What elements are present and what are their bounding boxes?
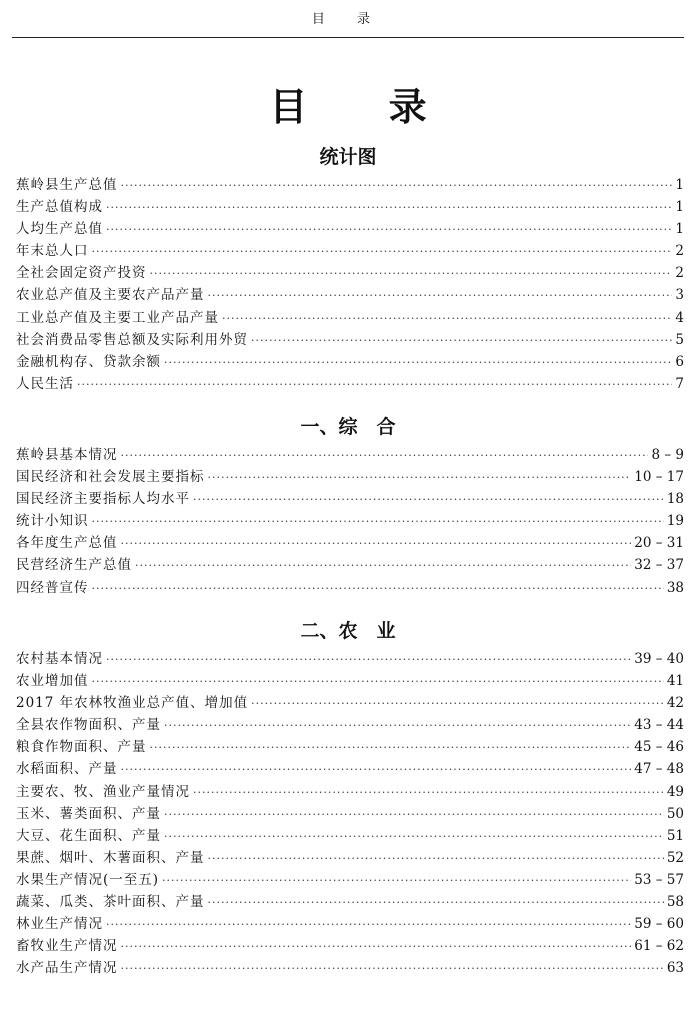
toc-entry-label: 人均生产总值 xyxy=(16,221,103,238)
dot-leader xyxy=(193,489,664,511)
dot-leader xyxy=(251,693,664,715)
toc-entry[interactable] xyxy=(16,869,684,891)
toc-list xyxy=(0,444,696,599)
toc-entry-page: 2 xyxy=(675,243,684,260)
toc-entry-page: 6 xyxy=(675,353,684,370)
dot-leader xyxy=(121,958,664,980)
toc-entry-page: 50 xyxy=(666,805,684,822)
dot-leader xyxy=(251,330,672,352)
toc-entry-label: 人民生活 xyxy=(16,375,74,392)
toc-entry-label: 农村基本情况 xyxy=(16,651,103,667)
toc-entry-page: 61 – 62 xyxy=(634,938,684,955)
toc-entry[interactable] xyxy=(16,307,684,329)
toc-entry-label: 全县农作物面积、产量 xyxy=(16,717,161,734)
dot-leader xyxy=(208,892,664,914)
toc-entry-label: 粮食作物面积、产量 xyxy=(16,739,147,756)
toc-entry-label: 金融机构存、贷款余额 xyxy=(16,353,161,370)
toc-entry[interactable] xyxy=(16,444,684,466)
toc-entry-page: 42 xyxy=(666,695,684,712)
toc-entry[interactable] xyxy=(16,351,684,373)
toc-entry[interactable] xyxy=(16,510,684,532)
dot-leader xyxy=(92,578,664,600)
toc-entry-page: 47 – 48 xyxy=(634,761,684,778)
toc-entry[interactable] xyxy=(16,670,684,692)
toc-entry-page: 7 xyxy=(675,375,684,392)
toc-entry[interactable] xyxy=(16,736,684,758)
toc-entry[interactable] xyxy=(16,329,684,351)
toc-entry[interactable] xyxy=(16,554,684,576)
dot-leader xyxy=(121,533,632,555)
toc-entry-label: 农业增加值 xyxy=(16,673,89,690)
toc-entry-page: 2 xyxy=(675,265,684,282)
toc-entry-label: 全社会固定资产投资 xyxy=(16,265,147,282)
toc-entry-page: 32 – 37 xyxy=(634,557,684,574)
toc-entry-page: 18 xyxy=(666,491,684,508)
toc-entry-page: 38 xyxy=(666,579,684,596)
toc-entry[interactable] xyxy=(16,262,684,284)
page-title: 目 录 xyxy=(269,85,461,129)
toc-entry-page: 39 – 40 xyxy=(634,651,684,667)
dot-leader xyxy=(121,445,649,467)
toc-entry[interactable] xyxy=(16,532,684,554)
toc-entry-page: 3 xyxy=(675,287,684,304)
toc-entry-page: 58 xyxy=(666,894,684,911)
toc-entry-page: 4 xyxy=(675,309,684,326)
toc-entry-label: 统计小知识 xyxy=(16,513,89,530)
toc-entry[interactable] xyxy=(16,913,684,935)
dot-leader xyxy=(106,219,672,241)
toc-entry-label: 工业总产值及主要工业产品产量 xyxy=(16,309,219,326)
section-title: 一、综 合 xyxy=(300,416,396,438)
toc-entry[interactable] xyxy=(16,714,684,736)
toc-entry-label: 生产总值构成 xyxy=(16,199,103,216)
toc-entry-label: 大豆、花生面积、产量 xyxy=(16,827,161,844)
section-agriculture xyxy=(0,614,696,979)
toc-entry-page: 51 xyxy=(666,827,684,844)
toc-entry-label: 畜牧业生产情况 xyxy=(16,938,118,955)
dot-leader xyxy=(121,936,632,958)
toc-entry-page: 43 – 44 xyxy=(634,717,684,734)
toc-entry[interactable] xyxy=(16,781,684,803)
dot-leader xyxy=(164,826,664,848)
dot-leader xyxy=(135,555,631,577)
toc-entry-label: 玉米、薯类面积、产量 xyxy=(16,805,161,822)
toc-entry-label: 四经普宣传 xyxy=(16,579,89,596)
dot-leader xyxy=(164,804,664,826)
toc-entry-page: 1 xyxy=(675,177,684,193)
toc-entry-label: 2017 年农林牧渔业总产值、增加值 xyxy=(16,695,249,712)
toc-entry-label: 民营经济生产总值 xyxy=(16,557,132,574)
running-header: 目 录 xyxy=(12,0,684,38)
toc-entry-label: 国民经济主要指标人均水平 xyxy=(16,491,190,508)
toc-entry[interactable] xyxy=(16,825,684,847)
toc-entry[interactable] xyxy=(16,240,684,262)
toc-entry[interactable] xyxy=(16,803,684,825)
toc-entry-label: 蕉岭县生产总值 xyxy=(16,177,118,193)
toc-entry[interactable] xyxy=(16,196,684,218)
toc-entry[interactable] xyxy=(16,466,684,488)
toc-entry[interactable] xyxy=(16,758,684,780)
toc-entry[interactable] xyxy=(16,847,684,869)
toc-entry-label: 蔬菜、瓜类、茶叶面积、产量 xyxy=(16,894,205,911)
toc-entry-page: 53 – 57 xyxy=(634,871,684,888)
section-title: 统计图 xyxy=(319,146,377,168)
toc-entry[interactable] xyxy=(16,891,684,913)
dot-leader xyxy=(106,197,672,219)
section-overview xyxy=(0,410,696,599)
dot-leader xyxy=(208,285,673,307)
toc-entry-label: 果蔗、烟叶、木薯面积、产量 xyxy=(16,849,205,866)
toc-list xyxy=(0,648,696,979)
dot-leader xyxy=(92,671,664,693)
toc-entry-page: 45 – 46 xyxy=(634,739,684,756)
toc-entry-page: 52 xyxy=(666,849,684,866)
dot-leader xyxy=(121,175,673,197)
dot-leader xyxy=(92,241,673,263)
toc-entry-label: 社会消费品零售总额及实际利用外贸 xyxy=(16,331,248,348)
toc-entry-label: 主要农、牧、渔业产量情况 xyxy=(16,783,190,800)
toc-entry-page: 8 – 9 xyxy=(651,447,684,463)
section-title: 二、农 业 xyxy=(300,620,396,642)
dot-leader xyxy=(106,649,631,671)
toc-entry[interactable] xyxy=(16,692,684,714)
toc-entry-label: 各年度生产总值 xyxy=(16,535,118,552)
dot-leader xyxy=(150,263,673,285)
toc-entry-page: 1 xyxy=(675,199,684,216)
toc-entry[interactable] xyxy=(16,957,684,979)
toc-entry[interactable] xyxy=(16,648,684,670)
toc-entry-page: 20 – 31 xyxy=(634,535,684,552)
toc-entry-label: 林业生产情况 xyxy=(16,916,103,933)
dot-leader xyxy=(222,308,672,330)
dot-leader xyxy=(77,374,672,396)
toc-entry-page: 19 xyxy=(666,513,684,530)
toc-entry[interactable] xyxy=(16,218,684,240)
dot-leader xyxy=(208,467,632,489)
dot-leader xyxy=(208,848,664,870)
toc-entry[interactable] xyxy=(16,935,684,957)
dot-leader xyxy=(164,715,631,737)
toc-entry-label: 国民经济和社会发展主要指标 xyxy=(16,469,205,486)
toc-entry-page: 41 xyxy=(666,673,684,690)
toc-list xyxy=(0,174,696,395)
toc-entry-page: 5 xyxy=(675,331,684,348)
toc-entry[interactable] xyxy=(16,284,684,306)
dot-leader xyxy=(193,782,664,804)
toc-entry-page: 1 xyxy=(675,221,684,238)
toc-entry[interactable] xyxy=(16,174,684,196)
toc-entry-page: 59 – 60 xyxy=(634,916,684,933)
toc-entry-label: 蕉岭县基本情况 xyxy=(16,447,118,463)
dot-leader xyxy=(92,511,664,533)
toc-entry-label: 农业总产值及主要农产品产量 xyxy=(16,287,205,304)
toc-entry-label: 年末总人口 xyxy=(16,243,89,260)
toc-entry-page: 10 – 17 xyxy=(634,469,684,486)
dot-leader xyxy=(164,352,672,374)
toc-entry[interactable] xyxy=(16,488,684,510)
toc-entry-label: 水稻面积、产量 xyxy=(16,761,118,778)
dot-leader xyxy=(106,914,631,936)
toc-entry-page: 63 xyxy=(666,960,684,977)
toc-entry-label: 水果生产情况(一至五) xyxy=(16,871,160,888)
dot-leader xyxy=(150,737,632,759)
toc-entry-page: 49 xyxy=(666,783,684,800)
toc-entry-label: 水产品生产情况 xyxy=(16,960,118,977)
dot-leader xyxy=(121,759,632,781)
section-charts xyxy=(0,140,696,395)
toc-entry[interactable] xyxy=(16,577,684,599)
toc-entry[interactable] xyxy=(16,373,684,395)
dot-leader xyxy=(162,870,631,892)
